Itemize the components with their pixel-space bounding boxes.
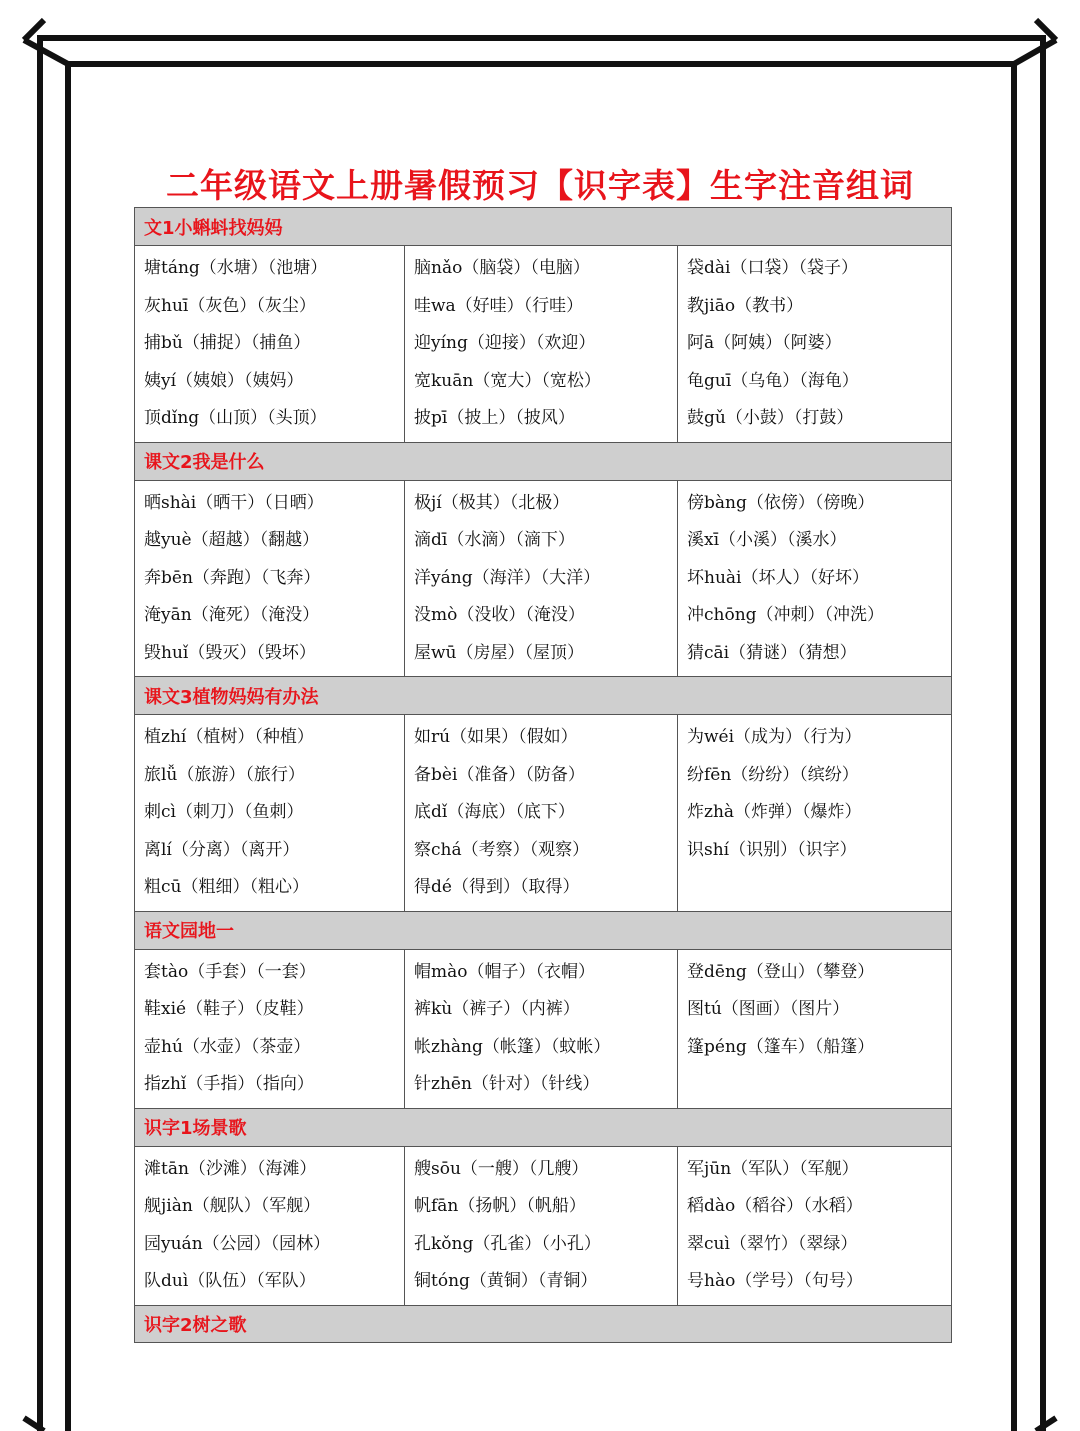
word-entry: 套tào（手套）（一套）: [144, 961, 316, 982]
section-header: [135, 442, 952, 480]
section-header: [135, 208, 952, 246]
word-entry: 屋wū（房屋）（屋顶）: [414, 642, 584, 663]
word-entry: 顶dǐng（山顶）（头顶）: [144, 408, 327, 428]
word-entry: 粗cū（粗细）（粗心）: [144, 877, 309, 897]
section-title: 识字2树之歌: [135, 1305, 952, 1342]
word-entry: 滴dī（水滴）（滴下）: [414, 530, 575, 550]
section-body: [135, 480, 952, 677]
word-entry: 军jūn（军队）（军舰）: [687, 1158, 859, 1179]
word-entry: 没mò（没收）（淹没）: [414, 605, 585, 625]
vocabulary-table: [134, 207, 952, 1343]
section-title: 识字1场景歌: [135, 1108, 952, 1146]
word-column: [678, 246, 952, 443]
word-entry: 捕bǔ（捕捉）（捕鱼）: [144, 333, 311, 353]
section-title: 语文园地一: [135, 911, 952, 949]
word-entry: 越yuè（超越）（翻越）: [144, 530, 320, 550]
word-entry: 滩tān（沙滩）（海滩）: [144, 1158, 317, 1179]
word-column: [405, 1146, 678, 1305]
word-entry: 姨yí（姨娘）（姨妈）: [144, 370, 304, 391]
word-entry: 纷fēn（纷纷）（缤纷）: [687, 764, 859, 785]
word-entry: 披pī（披上）（披风）: [414, 408, 575, 428]
section-title: 课文3植物妈妈有办法: [135, 677, 952, 715]
word-column: [135, 1146, 405, 1305]
word-entry: 离lí（分离）（离开）: [144, 839, 300, 860]
word-entry: 晒shài（晒干）（日晒）: [144, 492, 324, 513]
word-entry: 塘táng（水塘）（池塘）: [144, 258, 328, 278]
word-entry: 铜tóng（黄铜）（青铜）: [414, 1271, 598, 1291]
word-entry: 图tú（图画）（图片）: [687, 999, 850, 1019]
section-header: [135, 911, 952, 949]
word-entry: 得dé（得到）（取得）: [414, 877, 580, 897]
word-entry: 脑nǎo（脑袋）（电脑）: [414, 258, 590, 278]
word-entry: 袋dài（口袋）（袋子）: [687, 258, 858, 278]
word-entry: 炸zhà（炸弹）（爆炸）: [687, 802, 862, 822]
word-entry: 翠cuì（翠竹）（翠绿）: [687, 1233, 858, 1254]
word-entry: 哇wa（好哇）（行哇）: [414, 295, 584, 316]
word-entry: 舰jiàn（舰队）（军舰）: [144, 1196, 321, 1216]
word-column: [405, 246, 678, 443]
word-entry: 队duì（队伍）（军队）: [144, 1271, 316, 1291]
word-entry: 龟guī（乌龟）（海龟）: [687, 370, 859, 391]
word-entry: 灰huī（灰色）（灰尘）: [144, 295, 316, 316]
word-entry: 帽mào（帽子）（衣帽）: [414, 961, 595, 982]
word-entry: 为wéi（成为）（行为）: [687, 727, 862, 747]
word-entry: 艘sōu（一艘）（几艘）: [414, 1158, 589, 1179]
word-entry: 针zhēn（针对）（针线）: [414, 1074, 600, 1094]
word-entry: 备bèi（准备）（防备）: [414, 764, 585, 785]
word-entry: 识shí（识别）（识字）: [687, 839, 857, 860]
word-entry: 冲chōng（冲刺）（冲洗）: [687, 605, 885, 625]
word-entry: 极jí（极其）（北极）: [414, 492, 570, 513]
section-body: [135, 949, 952, 1108]
word-entry: 迎yíng（迎接）（欢迎）: [414, 333, 596, 353]
word-entry: 奔bēn（奔跑）（飞奔）: [144, 567, 321, 588]
word-column: [678, 480, 952, 677]
section-body: [135, 246, 952, 443]
word-entry: 底dǐ（海底）（底下）: [414, 802, 575, 822]
word-entry: 鞋xié（鞋子）（皮鞋）: [144, 999, 314, 1019]
section-header: [135, 677, 952, 715]
word-entry: 裤kù（裤子）（内裤）: [414, 999, 580, 1019]
section-body: [135, 1146, 952, 1305]
word-entry: 洋yáng（海洋）（大洋）: [414, 567, 601, 588]
word-entry: 壶hú（水壶）（茶壶）: [144, 1036, 311, 1057]
word-column: [135, 715, 405, 912]
word-entry: 猜cāi（猜谜）（猜想）: [687, 642, 857, 663]
section-title: 课文2我是什么: [135, 442, 952, 480]
word-entry: 阿ā（阿姨）（阿婆）: [687, 333, 842, 353]
word-column: [678, 949, 952, 1108]
word-column: [135, 949, 405, 1108]
word-entry: 鼓gǔ（小鼓）（打鼓）: [687, 408, 854, 428]
word-entry: 园yuán（公园）（园林）: [144, 1233, 331, 1254]
section-header: [135, 1305, 952, 1342]
word-entry: 旅lǚ（旅游）（旅行）: [144, 764, 305, 785]
word-entry: 号hào（学号）（句号）: [687, 1271, 863, 1291]
word-entry: 察chá（考察）（观察）: [414, 839, 590, 860]
word-column: [678, 1146, 952, 1305]
word-entry: 教jiāo（教书）: [687, 295, 804, 316]
word-entry: 坏huài（坏人）（好坏）: [687, 567, 869, 588]
word-entry: 毁huǐ（毁灭）（毁坏）: [144, 642, 316, 663]
word-column: [135, 246, 405, 443]
word-entry: 刺cì（刺刀）（鱼刺）: [144, 802, 304, 822]
word-column: [678, 715, 952, 912]
word-entry: 宽kuān（宽大）（宽松）: [414, 370, 601, 391]
word-column: [135, 480, 405, 677]
word-entry: 登dēng（登山）（攀登）: [687, 961, 875, 982]
word-entry: 傍bàng（依傍）（傍晚）: [687, 492, 875, 513]
section-title: 文1小蝌蚪找妈妈: [135, 208, 952, 246]
word-column: [405, 480, 678, 677]
word-entry: 帆fān（扬帆）（帆船）: [414, 1196, 586, 1216]
word-entry: 淹yān（淹死）（淹没）: [144, 605, 320, 625]
word-entry: 如rú（如果）（假如）: [414, 727, 578, 747]
section-header: [135, 1108, 952, 1146]
word-column: [405, 715, 678, 912]
word-entry: 帐zhàng（帐篷）（蚊帐）: [414, 1036, 611, 1057]
page-title: 二年级语文上册暑假预习【识字表】生字注音组词: [166, 166, 914, 205]
word-entry: 溪xī（小溪）（溪水）: [687, 530, 847, 550]
word-entry: 指zhǐ（手指）（指向）: [144, 1074, 314, 1094]
word-entry: 孔kǒng（孔雀）（小孔）: [414, 1233, 601, 1254]
section-body: [135, 715, 952, 912]
word-entry: 植zhí（植树）（种植）: [144, 727, 314, 747]
word-entry: 稻dào（稻谷）（水稻）: [687, 1196, 863, 1216]
word-column: [405, 949, 678, 1108]
word-entry: 篷péng（篷车）（船篷）: [687, 1036, 875, 1057]
